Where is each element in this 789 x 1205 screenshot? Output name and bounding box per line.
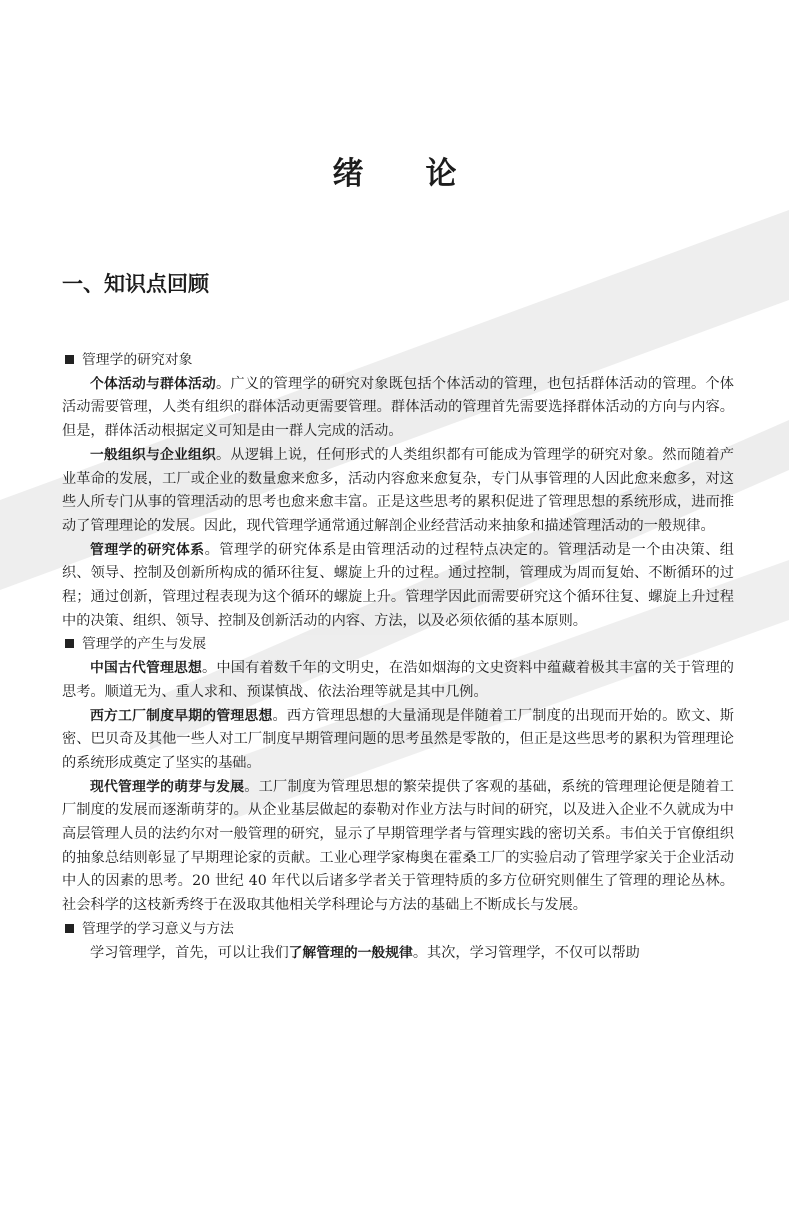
paragraph xyxy=(62,705,734,776)
subsection-heading xyxy=(62,633,734,657)
paragraph-lead: 西方工厂制度早期的管理思想 xyxy=(90,707,273,724)
paragraph xyxy=(62,373,734,444)
paragraph-text: 。从逻辑上说，任何形式的人类组织都有可能成为管理学的研究对象。然而随着产业革命的发展，工厂或企业的数量愈来愈多，活动内容愈来愈复杂，专门从事管理的人因此愈来愈多，对这些人所专门从事的管理活动的思考也愈来愈丰富。正是这些思考的累积促进了管理思想的系统形成，进而推动了管理理论的发展。因此，现代管理学通常通过解剖企业经营活动来抽象和描述管理活动的一般规律。 xyxy=(62,446,734,534)
paragraph-lead: 中国古代管理思想 xyxy=(90,660,202,677)
paragraph-text: 。西方管理思想的大量涌现是伴随着工厂制度的出现而开始的。欧文、斯密、巴贝奇及其他一些人对工厂制度早期管理问题的思考虽然是零散的，但正是这些思考的累积为管理理论的系统形成奠定了坚实的基础。 xyxy=(62,707,734,771)
paragraph-text: 。管理学的研究体系是由管理活动的过程特点决定的。管理活动是一个由决策、组织、领导、控制及创新所构成的循环往复、螺旋上升的过程。通过控制，管理成为周而复始、不断循环的过程；通过创新，管理过程表现为这个循环的螺旋上升。管理学因此而需要研究这个循环往复、螺旋上升过程中的决策、组织、领导、控制及创新活动的内容、方法，以及必须依循的基本原则。 xyxy=(62,541,734,629)
paragraph xyxy=(62,657,734,704)
section-title: 一、知识点回顾 xyxy=(62,272,209,296)
subsection-heading xyxy=(62,918,734,942)
paragraph-lead: 个体活动与群体活动 xyxy=(90,375,217,392)
square-bullet-icon xyxy=(65,924,74,933)
chapter-title: 绪论 xyxy=(332,156,519,192)
subsection-heading-text: 管理学的产生与发展 xyxy=(82,636,207,653)
emphasized-text: 了解管理的一般规律 xyxy=(288,944,413,961)
paragraph-text: 。广义的管理学的研究对象既包括个体活动的管理，也包括群体活动的管理。个体活动需要管理，人类有组织的群体活动更需要管理。群体活动的管理首先需要选择群体活动的方向与内容。但是，群体活动根据定义可知是由一群人完成的活动。 xyxy=(62,375,734,440)
paragraph-text: 。其次，学习管理学，不仅可以帮助 xyxy=(412,944,640,961)
paragraph-text: 。中国有着数千年的文明史，在浩如烟海的文史资料中蕴藏着极其丰富的关于管理的思考。顺道无为、重人求和、预谋慎战、依法治理等就是其中几例。 xyxy=(62,660,734,700)
subsection-heading-text: 管理学的学习意义与方法 xyxy=(82,920,234,937)
paragraph xyxy=(62,539,734,634)
body-content xyxy=(62,349,734,965)
square-bullet-icon xyxy=(65,639,74,648)
paragraph-lead: 现代管理学的萌芽与发展 xyxy=(90,778,245,795)
subsection-heading xyxy=(62,349,734,373)
paragraph-text: 学习管理学，首先，可以让我们 xyxy=(90,944,289,961)
paragraph xyxy=(62,942,734,966)
paragraph xyxy=(62,444,734,539)
paragraph-lead: 一般组织与企业组织 xyxy=(90,446,217,463)
subsection-heading-text: 管理学的研究对象 xyxy=(82,352,193,368)
paragraph-lead: 管理学的研究体系 xyxy=(90,541,205,558)
square-bullet-icon xyxy=(65,355,74,364)
paragraph xyxy=(62,776,734,918)
paragraph-text: 。工厂制度为管理思想的繁荣提供了客观的基础，系统的管理理论便是随着工厂制度的发展而逐渐萌芽的。从企业基层做起的泰勒对作业方法与时间的研究，以及进入企业不久就成为中高层管理人员的法约尔对一般管理的研究，显示了早期管理学者与管理实践的密切关系。韦伯关于官僚组织的抽象总结则彰显了早期理论家的贡献。工业心理学家梅奥在霍桑工厂的实验启动了管理学家关于企业活动中人的因素的思考。20 世纪 40 年代以后诸多学者关于管理特质的多方位研究则催生了管理的理论丛林。社会科学的这枝新秀终于在汲取其他相关学科理论与方法的基础上不断成长与发展。 xyxy=(62,778,734,914)
